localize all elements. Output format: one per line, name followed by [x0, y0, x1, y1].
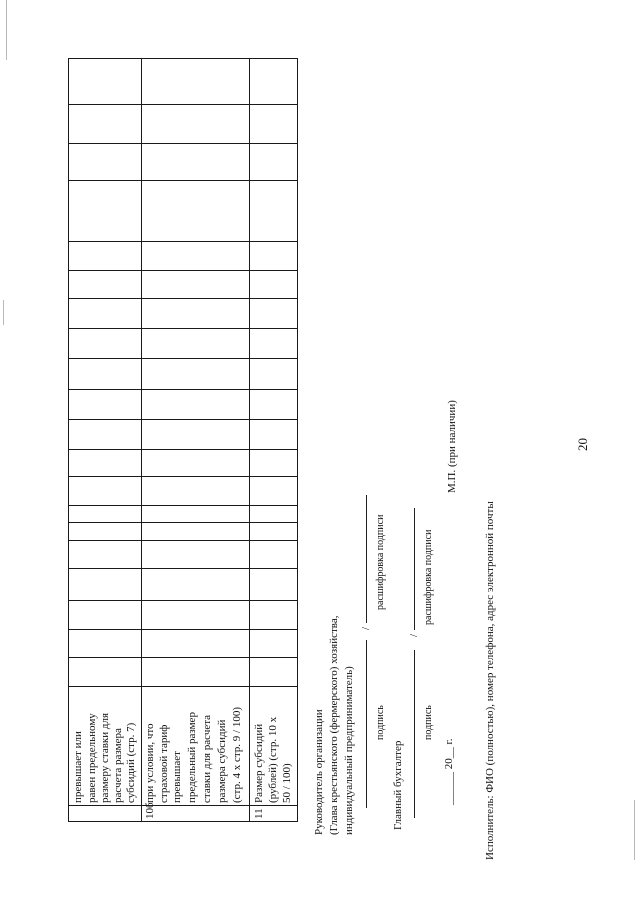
executor-line: Исполнитель: ФИО (полностью), номер телефона, адрес электронной почты — [484, 501, 496, 860]
row-2-label-line-1: при условии, что — [144, 723, 156, 803]
signature-caption-2: подпись — [423, 705, 434, 740]
row-2-label-line-7: (стр. 4 х стр. 9 / 100) — [231, 706, 243, 803]
slash-1: / — [360, 626, 372, 630]
head-line-1: Руководитель организации — [313, 709, 325, 835]
row-3-label-line-3: 50 / 100) — [281, 763, 293, 803]
row-1-label-line-3: размеру ставки для — [99, 712, 111, 803]
row-2-label-line-5: ставки для расчета — [201, 714, 213, 803]
decode-caption-1: расшифровка подписи — [375, 514, 386, 610]
row-2-label-line-4: предельный размер — [186, 712, 198, 803]
row-1-label-line-5: субсидий (стр. 7) — [125, 722, 137, 803]
row-1-label-line-2: равен предельному — [86, 713, 98, 803]
signature-caption-1: подпись — [375, 705, 386, 740]
page-number: 20 — [575, 438, 590, 451]
row-2-number: 10б — [144, 802, 156, 819]
chief-accountant: Главный бухгалтер — [392, 740, 404, 830]
row-3-number: 11 — [253, 808, 265, 819]
row-3-label-line-2: (рублей) (стр. 10 х — [267, 716, 279, 803]
signature-line-2 — [414, 650, 415, 818]
row-1-label-line-1: превышает или — [72, 731, 84, 803]
signature-line-1 — [366, 640, 367, 808]
row-2-label-line-2: страховой тариф — [158, 724, 170, 803]
decode-caption-2: расшифровка подписи — [423, 529, 434, 625]
row-2-label-line-6: размера субсидий — [216, 719, 228, 803]
row-3-label-line-1: Размер субсидий — [253, 723, 265, 803]
decode-line-1 — [366, 495, 367, 623]
row-1-label-line-4: расчета размера — [112, 728, 124, 803]
head-line-2: (Глава крестьянского (фермерского) хозяйства, — [328, 615, 340, 835]
row-2-label-line-3: превышает — [171, 751, 183, 803]
date-line: ______ 20__ г. — [443, 738, 455, 805]
stamp-label: М.П. (при наличии) — [446, 400, 458, 493]
slash-2: / — [408, 633, 420, 637]
head-line-3: индивидуальный предприниматель) — [343, 666, 355, 835]
decode-line-2 — [414, 508, 415, 630]
